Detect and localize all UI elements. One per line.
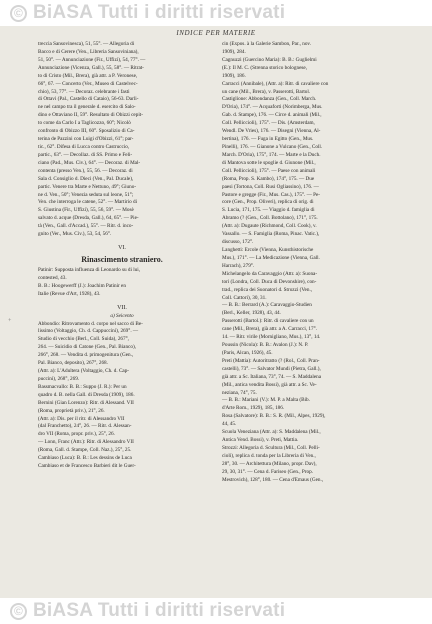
index-entry-line: (Attr. a): Dugaute (Richmond, Coll. Cook), v. [222,223,317,230]
index-entry-line: Coll. Cattori), 30, 31. [222,294,267,301]
index-entry-line: (Roma, Gall. d. Stampe, Coll. Naz.), 25°, 25. [38,447,132,454]
section-title: Rinascimento straniero. [81,254,163,264]
index-entry-line: (Mil., antica vendita Bossi), già attr. a Sc. Ve- [222,381,317,388]
watermark-text: BiASA Tutti i diritti riservati [33,600,286,621]
index-entry-line: dro VII (Roma, propr. priv.), 25°, 26. [38,431,115,438]
index-entry-line: tori (Londra, Coll. Duca di Devonshire), con- [222,278,317,285]
index-entry-line: cin (Expos. à la Galerie Sambon, Par., nov. [222,41,311,47]
index-entry-line: di Ottavi (Pal., Castello di Cataio), 56-63. Darli- [38,96,139,103]
index-entry-line: Antica Vend. Bossi), v. Preti, Mattia. [222,437,299,444]
index-entry-line: D'Oria), 174°. — Acquaforti (Norimberga, Mus. [222,104,323,111]
running-head: INDICE PER MATERIE [176,29,256,37]
left-column [38,41,206,485]
index-entry-line: Gab. d. Stampe), 176. — Circe d. animali (Mil., [222,112,322,119]
index-entry-line: trad., replica dei Suonatori d. Strozzi (Ven., [222,286,313,293]
index-entry-line: (Berl., Keller, 1928), 43, 44. [222,310,281,317]
index-entry-line: ne nel campo tra il generale d. esercito di Salo- [38,104,136,111]
index-entry-line: lissimo (Voltaggio, Ch. d. Cappuccini), 269°. — [38,328,139,335]
index-entry-line: Carracci (Annibale), (Attr. a): Ritr. di cavaliere con [222,80,329,87]
index-entry-line: Cambiaso et de Francesco Barbieri dit le Guer- [38,463,136,470]
index-entry-line: Cambiaso (Luca): B. B.: Les dessins de Luca [38,455,132,462]
index-entry-line: to come da Carlo I a Taglicozzo, 60°; Nicolò [38,120,131,127]
index-entry-line: Wendl. De Vries), 176. — Disegni (Vienna, Al- [222,128,321,135]
right-column [222,41,390,485]
index-entry-line: to di Cristo (Mil., Brera), già attr. a P. Veronese, [38,72,138,79]
index-entry-line: (Roma, Prop. S. Kambo), 174°, 175. — Due [222,175,315,182]
index-entry-line: Abramo (? (Gen., Coll. Bottolano), 171°, 175. [222,215,318,222]
index-entry-line: core (Gen., Prop. Oliveri), replica di orig. di [222,199,314,206]
margin-mark: + [8,318,12,324]
index-columns [38,41,390,485]
watermark-text: BiASA Tutti i diritti riservati [33,2,286,23]
index-entry-line: S. Giustina (Fir., Uffizi), 55, 56, 59°. — Mosè [38,207,134,214]
index-entry-line: Bernini (Gian Lorenzo): Ritr. di Alessand. VII [38,399,134,406]
index-entry-line: (dal Franchetto), 24°, 26. — Ritr. d. Alessan- [38,423,132,430]
index-entry-line: Coll. Pelliccioli), 175°. — Dis. (Amsterdam, [222,120,315,127]
index-entry-line: bertina), 176. — Fuga in Egitto (Gen., Mus. [222,136,314,143]
index-entry-line: Cagnuzzi (Guercino Maria): B. B.: Guglielmi [222,56,317,63]
index-entry-line: Mus.), 171°. — La Medicazione (Vienna, Gall. [222,254,320,261]
index-entry-line: chio), 53, 77°. — Decoraz. celebrante i fasti [38,88,130,95]
index-entry-line: Pal. Bianco, deposito), 267°, 268. [38,360,108,367]
index-entry-line: — Lonn, Franc (Attr.): Ritr. di Alessandro VII [38,439,134,446]
index-entry-line: 266°, 268. — Vendita d. primogenitura (Gen., [38,352,134,359]
index-entry-line: contenta (presso Ven.), 55, 56. — Decoraz. di [38,167,133,174]
left-column-entries-bottom [38,321,206,472]
index-entry-line: 51, 50°. — Annunciazione (Fir., Uffizi), 54, 77°. — [38,56,146,63]
index-entry-line: confronto di Obizzo III, 60°. Sposalizio di Ca- [38,128,135,135]
section-number: VI. [118,245,126,252]
index-entry-line: 28°, 30. — Architettura (Milano, propr. Dav), [222,460,317,467]
index-entry-line: Abbondio: Ritrovamento d. corpo nel sacco di Be- [38,320,143,327]
index-entry-line: paesi (Tortona, Coll. Rusi Ogliassino), 176. — [222,183,319,190]
index-entry-line: March. D'Oria), 175°, 174. — Marte e la Duch. [222,151,321,158]
index-entry-line: Strozzi: Allegoria d. Scultura (Mil., Coll. Pelli- [222,445,320,452]
index-entry-line: 44, 45. [222,421,237,428]
copyright-seal-icon: © [10,5,27,22]
index-entry-line: un cane (Mil., Brera), v. Passerotti, Bartol. [222,88,311,95]
index-entry-line: (Paris, Alcan, 1926), 45. [222,349,273,356]
index-entry-line: 264. — Suicidio di Catone (Gen., Pal. Bianco), [38,344,136,351]
index-entry-line: Rosa (Salvatore): B. B.: S. R. (Mil., Alpes, 1929), [222,413,326,420]
index-entry-line: tic., 62°. Difesa di Lucca contro Castruccio, [38,143,130,150]
index-entry-line: già attr. a Sc. Italiana, 73°, 74. — S. Maddalena [222,373,322,380]
left-column-entries-mid [38,267,206,299]
index-entry-line: partic. Venere tra Marte e Nettuno, 49°; Giuno- [38,183,137,190]
index-entry-line: Pastore e gregge (Fir., Mus. Cas.), 175°. — Pe- [222,191,321,198]
index-entry-line: Vassallo. — S. Famiglia (Roma, Pinac. Vatic.), [222,231,320,238]
index-entry-line: gnito (Ver., Mus. Civ.), 53, 54, 56°. [38,231,112,238]
index-entry-line: Mestrovich), 128°, 180. — Cena d'Emaus (Gen., [222,476,324,483]
section-number: VII. [117,304,127,311]
index-entry-line: Bassmacvallo: B. B.: Suppo (J. R.): Per un [38,383,127,390]
index-entry-line: cioli), replica d. tonda per la Libreria di Ven., [222,452,316,459]
index-entry-line: Bacco e di Cerere (Ven., Libreria Sansoviniana), [38,48,139,55]
index-entry-line: Passerotti (Bartol.): Ritr. di cavaliere con un [222,318,314,325]
index-entry-line: neziana, 74°, 75. [222,389,257,396]
index-entry-line: tà (Ven., Gall. d'Accad.), 55°. — Ritr. d. inco- [38,223,134,230]
index-entry-line: discusso, 172°. [222,239,254,246]
index-entry-line: (Attr. a): L'Adultera (Voltaggio, Ch. d. Cap- [38,368,130,375]
index-entry-line: salvato d. acque (Dresda, Gall.), 64, 65°. — Pie- [38,215,139,222]
index-entry-line: terina de Pazzini con Luigi d'Obizzi, 61°; par- [38,136,134,143]
index-entry-line: Michelangelo da Caravaggio (Attr. a): Suona- [222,270,318,277]
copyright-seal-icon: © [10,603,27,620]
index-entry-line: 29, 30, 31°. — Cena d. Fariseo (Gen., Prop. [222,468,313,475]
index-entry-line: Scuola Veneziana (Attr. a): S. Maddalena (Mil., [222,429,321,436]
index-entry-line: ne d. Ven., 50°; Venezia seduta sul leone, 51°; [38,191,134,198]
index-entry-line: 1909), 186. [222,72,246,79]
index-entry-line: Studio di vecchio (Berl., Coll. Suida), 267°, [38,336,129,343]
index-entry-line: Preti (Mattia): Autoritratto (? (Rol., Coll. Pran- [222,357,320,364]
index-entry-line: (Roma, proprietà priv.), 21°, 26. [38,407,105,414]
index-entry-line: — B. B.: Mariani (V.): M. P. a Malta (Bib. [222,397,310,404]
index-entry-line: puccini), 268°, 269. [38,375,80,382]
index-entry-line: castelli), 73°. — Salvator Mundi (Pietra, Gall.), [222,365,321,372]
index-entry-line: S. Lucia, 171, 175. — Viaggio d. famiglia di [222,207,315,214]
index-entry-line: (Attr. a): Dis. per il ritr. di Alessandro VII [38,415,125,422]
section-subtitle: a) Seicento [110,312,134,319]
index-entry-line: contested, 43. [38,274,67,281]
index-entry-line: Italie (Revue d'Art, 1928), 43. [38,290,101,297]
index-entry-line: Harrach), 279°. [222,262,255,269]
index-entry-line: Pinelli), 176. — Gianone a Vulcano (Gen., Coll. [222,143,323,150]
watermark-banner-bottom [0,598,432,624]
index-entry-line: Patinir: Supposta influenza di Leonardo su di lui, [38,266,141,273]
left-column-entries-top [38,41,206,239]
index-entry-line: — B. B.: Berrard (A.): Caravaggio-Studien [222,302,312,309]
index-entry-line: B. B.: Hoogewerff (J.): Joachim Patinir en [38,282,126,289]
index-entry-line: ciano (Pad., Mus. Civ.), 64°. — Decoraz. di Mal- [38,159,141,166]
index-entry-line: Coll. Pelliccioli), 175°. — Paese con animali [222,167,316,174]
index-entry-line: Langhetti: Ercole (Vienna, Kunsthistorische [222,246,314,253]
index-entry-line: di Mantova sotte le spoglie d. Giunone (Mil., [222,159,316,166]
index-entry-line: (E.): Il M. C. (Strenna storico bolognese, [222,64,308,71]
index-entry-line: treccia Sansovinesca), 51, 55°. — Allegoria di [38,41,135,47]
index-entry-line: Annunciazione (Vicenza, Gall.), 55, 58°. — Ritrat- [38,64,144,71]
index-entry-line: cane (Mil., Brera), già attr. a A. Carracci, 17°. [222,326,317,333]
index-entry-line: d'Arte Rom., 1929), 185, 186. [222,405,285,412]
index-entry-line: 14. — Ritr. virile (Mornigliano, Mus.), 13°, 14. [222,334,321,341]
index-entry-line: Sala d. Consiglio d. Dieci (Ven., Pal. Ducale), [38,175,134,182]
index-entry-line: Ven. che interroga le catene, 52°. — Martirio di [38,199,138,206]
index-entry-line: quadro d. B. nella Gall. di Dresda (1909), 186. [38,391,135,398]
watermark-banner-top [0,0,432,26]
right-column-entries [222,41,390,485]
index-entry-line: partic., 63°. — Decollaz. di SS. Primo e Feli- [38,151,133,158]
index-entry-line: Castiglione: Abbondanza (Gen., Coll. March. [222,96,317,103]
index-entry-line: 1909), 284. [222,48,246,55]
index-entry-line: 66°, 67. — Concerto (Ver., Museo di Castelvec- [38,80,138,87]
index-entry-line: Poussin (Nicola): B. B.: Avalon (J.): N. P. [222,342,309,349]
index-entry-line: dino e Ottaviano II, 59°. Resultato di Obizzi cepit- [38,112,143,119]
